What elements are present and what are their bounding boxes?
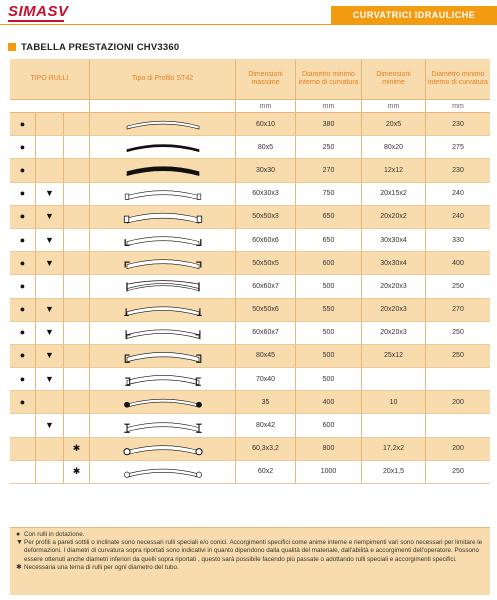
- dim-minime-value: 20x20x3: [362, 299, 426, 322]
- tee-in-icon: [118, 301, 208, 319]
- diam-min-2-value: [426, 414, 490, 437]
- roller-a-icon: ●: [10, 368, 36, 391]
- col-diam-min: Diametro minimo interno di curvatura: [296, 59, 362, 99]
- thin-tube-icon: [118, 463, 208, 481]
- roller-b-icon: [36, 113, 64, 136]
- table-title: [8, 41, 179, 53]
- flat-bar-edge-icon: [118, 138, 208, 156]
- note-line: [16, 539, 484, 564]
- diam-min-value: 650: [296, 229, 362, 252]
- table-row: [10, 414, 490, 437]
- title-square-icon: [8, 43, 16, 51]
- diam-min-value: 600: [296, 252, 362, 275]
- diam-min-2-value: 250: [426, 322, 490, 345]
- dim-minime-value: 20x1,5: [362, 461, 426, 484]
- dim-minime-value: 20x5: [362, 113, 426, 136]
- bullet-star-icon: ✱: [16, 563, 22, 571]
- roller-c-icon: [64, 414, 90, 437]
- dim-minime-value: 20x20x2: [362, 206, 426, 229]
- dim-minime-value: 30x30x4: [362, 252, 426, 275]
- roller-a-icon: ●: [10, 252, 36, 275]
- note-text: Con rulli in dotazione.: [24, 531, 85, 538]
- profile-drawing: [90, 345, 236, 368]
- unit-mm: mm: [426, 99, 490, 113]
- profile-drawing: [90, 113, 236, 136]
- dim-massime-value: 80x5: [236, 136, 296, 159]
- dim-minime-value: [362, 414, 426, 437]
- roller-a-icon: ●: [10, 183, 36, 206]
- col-tipo-rulli: TIPO RULLI: [10, 59, 90, 99]
- table-header: [10, 59, 490, 99]
- diam-min-value: 500: [296, 275, 362, 298]
- diam-min-2-value: 200: [426, 438, 490, 461]
- roller-a-icon: ●: [10, 391, 36, 414]
- roller-c-icon: [64, 275, 90, 298]
- profile-drawing: [90, 414, 236, 437]
- banner-divider: [0, 24, 497, 25]
- roller-a-icon: ●: [10, 206, 36, 229]
- table-row: [10, 229, 490, 252]
- profile-drawing: [90, 299, 236, 322]
- roller-a-icon: ●: [10, 136, 36, 159]
- roller-c-icon: ✱: [64, 461, 90, 484]
- roller-b-icon: [36, 159, 64, 182]
- profile-drawing: [90, 136, 236, 159]
- dim-minime-value: 25x12: [362, 345, 426, 368]
- channel-in-icon: [118, 370, 208, 388]
- col-dim-massime: Dimensioni massime: [236, 59, 296, 99]
- channel-out-icon: [118, 347, 208, 365]
- diam-min-2-value: 275: [426, 136, 490, 159]
- roller-b-icon: ▼: [36, 183, 64, 206]
- profile-drawing: [90, 159, 236, 182]
- roller-c-icon: [64, 299, 90, 322]
- note-text: Per profili a pareti sottili o inclinate sono necessari rulli speciali e/o conici. Accorgimenti specifici come anime interne e riempimenti vari sono necessari per limitare le deformazioni. I diametri di curvatura sopra riportati sono indicativi in quanto dipendono dalla qualità del materiale, dall'abilità e accorgimenti dell'operatore. Possono essere ottenuti anche diametri inferiori da quelli sopra riportati , questo sarà possibile facendo più passate o adottando rulli speciali e accorgimenti specifici.: [24, 539, 483, 563]
- dim-massime-value: 60x60x7: [236, 322, 296, 345]
- diam-min-2-value: 200: [426, 391, 490, 414]
- profile-drawing: [90, 229, 236, 252]
- dim-massime-value: 60x2: [236, 461, 296, 484]
- profile-drawing: [90, 275, 236, 298]
- table-row: [10, 252, 490, 275]
- roller-a-icon: [10, 461, 36, 484]
- diam-min-value: 500: [296, 368, 362, 391]
- roller-c-icon: [64, 159, 90, 182]
- round-tube-icon: [118, 440, 208, 458]
- roller-a-icon: ●: [10, 299, 36, 322]
- roller-c-icon: [64, 345, 90, 368]
- roller-b-icon: ▼: [36, 299, 64, 322]
- table-row: [10, 299, 490, 322]
- roller-b-icon: [36, 275, 64, 298]
- roller-a-icon: ●: [10, 159, 36, 182]
- unit-mm: mm: [362, 99, 426, 113]
- roller-b-icon: ▼: [36, 368, 64, 391]
- col-dim-minime: Dimensioni minime: [362, 59, 426, 99]
- table-row: [10, 368, 490, 391]
- dim-massime-value: 50x50x5: [236, 252, 296, 275]
- table-row: [10, 206, 490, 229]
- dim-massime-value: 80x42: [236, 414, 296, 437]
- unit-blank: [90, 99, 236, 113]
- profile-drawing: [90, 322, 236, 345]
- table-row: [10, 113, 490, 136]
- angle-out-icon: [118, 231, 208, 249]
- dim-massime-value: 50x50x3: [236, 206, 296, 229]
- roller-a-icon: ●: [10, 275, 36, 298]
- table-row: [10, 322, 490, 345]
- bullet-dot-icon: ●: [16, 531, 21, 538]
- dim-minime-value: 17,2x2: [362, 438, 426, 461]
- dim-massime-value: 70x40: [236, 368, 296, 391]
- unit-mm: mm: [296, 99, 362, 113]
- table-row: [10, 159, 490, 182]
- diam-min-value: 500: [296, 345, 362, 368]
- rect-tube-edge-icon: [118, 208, 208, 226]
- flat-bar-icon: [118, 115, 208, 133]
- diam-min-value: 400: [296, 391, 362, 414]
- table-row: [10, 183, 490, 206]
- brand-logo: SIMASV: [8, 3, 69, 20]
- diam-min-2-value: 230: [426, 159, 490, 182]
- unit-blank: [10, 99, 90, 113]
- diam-min-value: 1000: [296, 461, 362, 484]
- dim-massime-value: 60x60x7: [236, 275, 296, 298]
- table-row: [10, 391, 490, 414]
- table-row: [10, 461, 490, 484]
- diam-min-value: 650: [296, 206, 362, 229]
- roller-a-icon: ●: [10, 345, 36, 368]
- profile-drawing: [90, 206, 236, 229]
- profile-drawing: [90, 183, 236, 206]
- diam-min-value: 750: [296, 183, 362, 206]
- roller-c-icon: [64, 113, 90, 136]
- roller-c-icon: ✱: [64, 438, 90, 461]
- profile-drawing: [90, 368, 236, 391]
- diam-min-value: 270: [296, 159, 362, 182]
- profile-drawing: [90, 252, 236, 275]
- table-row: [10, 136, 490, 159]
- roller-c-icon: [64, 206, 90, 229]
- i-beam-icon: [118, 417, 208, 435]
- dim-minime-value: 20x20x3: [362, 275, 426, 298]
- note-line: [16, 531, 484, 539]
- roller-b-icon: ▼: [36, 414, 64, 437]
- roller-a-icon: ●: [10, 322, 36, 345]
- dim-massime-value: 60x30x3: [236, 183, 296, 206]
- diam-min-2-value: 270: [426, 299, 490, 322]
- dim-minime-value: 20x20x3: [362, 322, 426, 345]
- round-bar-icon: [118, 393, 208, 411]
- tee-out-icon: [118, 277, 208, 295]
- angle-in-icon: [118, 254, 208, 272]
- dim-minime-value: 10: [362, 391, 426, 414]
- dim-massime-value: 35: [236, 391, 296, 414]
- table-title-text: TABELLA PRESTAZIONI CHV3360: [21, 41, 180, 53]
- roller-b-icon: ▼: [36, 252, 64, 275]
- diam-min-2-value: 330: [426, 229, 490, 252]
- dim-minime-value: 20x15x2: [362, 183, 426, 206]
- note-text: Necessaria una terna di rulli per ogni diametro del tubo.: [24, 563, 179, 571]
- roller-b-icon: ▼: [36, 229, 64, 252]
- roller-a-icon: [10, 414, 36, 437]
- roller-c-icon: [64, 229, 90, 252]
- logo-underline: [8, 20, 64, 22]
- diam-min-value: 500: [296, 322, 362, 345]
- profile-drawing: [90, 391, 236, 414]
- top-bar: [0, 0, 497, 26]
- roller-b-icon: [36, 461, 64, 484]
- diam-min-2-value: 240: [426, 206, 490, 229]
- rect-tube-icon: [118, 185, 208, 203]
- diam-min-2-value: 400: [426, 252, 490, 275]
- roller-b-icon: ▼: [36, 322, 64, 345]
- roller-a-icon: [10, 438, 36, 461]
- diam-min-2-value: [426, 368, 490, 391]
- diam-min-value: 600: [296, 414, 362, 437]
- dim-minime-value: 30x30x4: [362, 229, 426, 252]
- roller-b-icon: [36, 438, 64, 461]
- unit-mm: mm: [236, 99, 296, 113]
- diam-min-value: 250: [296, 136, 362, 159]
- note-line: [16, 564, 484, 572]
- roller-c-icon: [64, 322, 90, 345]
- table-row: [10, 275, 490, 298]
- square-bar-icon: [118, 161, 208, 179]
- roller-b-icon: ▼: [36, 206, 64, 229]
- roller-c-icon: [64, 368, 90, 391]
- profile-drawing: [90, 461, 236, 484]
- roller-b-icon: ▼: [36, 345, 64, 368]
- roller-b-icon: [36, 136, 64, 159]
- dim-massime-value: 80x45: [236, 345, 296, 368]
- diam-min-2-value: 250: [426, 461, 490, 484]
- dim-massime-value: 60,3x3,2: [236, 438, 296, 461]
- table-row: [10, 345, 490, 368]
- roller-c-icon: [64, 252, 90, 275]
- dim-minime-value: [362, 368, 426, 391]
- diam-min-2-value: 250: [426, 275, 490, 298]
- roller-c-icon: [64, 136, 90, 159]
- bullet-triangle-icon: ▼: [16, 539, 23, 547]
- roller-a-icon: ●: [10, 229, 36, 252]
- diam-min-value: 800: [296, 438, 362, 461]
- units-row: [10, 99, 490, 113]
- dim-massime-value: 30x30: [236, 159, 296, 182]
- dim-minime-value: 12x12: [362, 159, 426, 182]
- dim-massime-value: 60x10: [236, 113, 296, 136]
- section-banner: CURVATRICI IDRAULICHE: [331, 6, 497, 24]
- col-profilo: Tipo di Profilo ST42: [90, 59, 236, 99]
- dim-massime-value: 60x60x6: [236, 229, 296, 252]
- diam-min-value: 380: [296, 113, 362, 136]
- diam-min-2-value: 230: [426, 113, 490, 136]
- dim-massime-value: 50x50x6: [236, 299, 296, 322]
- table-row: [10, 438, 490, 461]
- table-body: [10, 113, 490, 484]
- col-diam-min-2: Diametro minimo interno di curvatura: [428, 71, 488, 86]
- diam-min-2-value: 250: [426, 345, 490, 368]
- dim-minime-value: 80x20: [362, 136, 426, 159]
- footer-notes: [10, 527, 490, 595]
- roller-c-icon: [64, 391, 90, 414]
- profile-drawing: [90, 438, 236, 461]
- diam-min-value: 550: [296, 299, 362, 322]
- diam-min-2-value: 240: [426, 183, 490, 206]
- roller-b-icon: [36, 391, 64, 414]
- tee-web-icon: [118, 324, 208, 342]
- performance-table: [10, 59, 490, 484]
- roller-c-icon: [64, 183, 90, 206]
- roller-a-icon: ●: [10, 113, 36, 136]
